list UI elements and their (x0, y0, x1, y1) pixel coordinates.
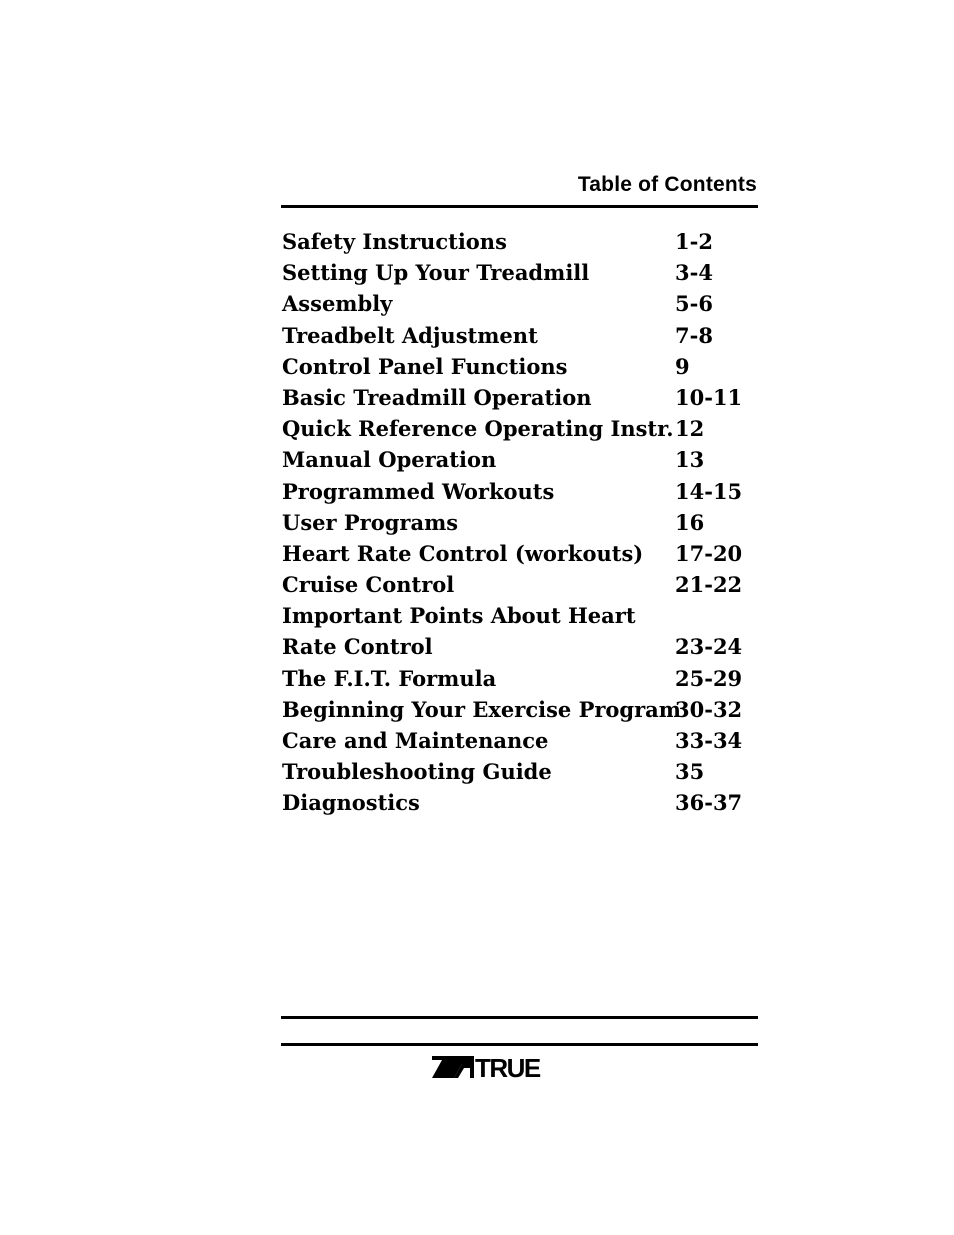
toc-entry (282, 569, 758, 600)
toc-entry (282, 600, 758, 631)
true-logo (432, 1056, 578, 1078)
toc-entry (282, 320, 758, 351)
toc-entry (282, 382, 758, 413)
toc-entry-title: Beginning Your Exercise Program (282, 696, 682, 722)
toc-entry-page: 14-15 (675, 478, 743, 504)
toc-entry-page: 23-24 (675, 634, 743, 660)
toc-entry (282, 694, 758, 725)
toc-entry-title: The F.I.T. Formula (282, 665, 497, 691)
toc-entry-title: Treadbelt Adjustment (282, 322, 538, 348)
toc-entry (282, 663, 758, 694)
toc-entry-page: 5-6 (675, 291, 713, 317)
toc-entry-title: Quick Reference Operating Instr. (282, 416, 674, 442)
toc-entry-title: Rate Control (282, 634, 433, 660)
toc-entry-page: 12 (675, 416, 705, 442)
toc-entry-page: 36-37 (675, 790, 743, 816)
toc-entry-page: 35 (675, 759, 705, 785)
toc-entry (282, 507, 758, 538)
toc-entry-page: 9 (675, 353, 690, 379)
toc-entry-page: 1-2 (675, 229, 713, 254)
toc-entry (282, 257, 758, 288)
toc-entry (282, 476, 758, 507)
toc-entry (282, 351, 758, 382)
toc-entry-page: 16 (675, 509, 705, 535)
toc-entry-title: Important Points About Heart (282, 603, 636, 629)
toc-entry-title: Control Panel Functions (282, 353, 568, 379)
toc-entry-title: Safety Instructions (282, 229, 507, 254)
toc-entry-title: Diagnostics (282, 790, 420, 816)
toc-entry-title: Troubleshooting Guide (282, 759, 552, 785)
toc-entry-title: Programmed Workouts (282, 478, 555, 504)
true-logo-icon (432, 1056, 474, 1078)
footer-rule-upper (281, 1016, 758, 1019)
toc-entry (282, 226, 758, 257)
toc-entry-page: 21-22 (675, 572, 743, 598)
toc-entry (282, 538, 758, 569)
toc-entry (282, 787, 758, 818)
toc-entry-page: 25-29 (675, 665, 743, 691)
toc-entry (282, 288, 758, 319)
toc-entry (282, 413, 758, 444)
toc-entry-page: 10-11 (675, 384, 743, 410)
toc-entry-title: Setting Up Your Treadmill (282, 260, 590, 286)
toc-entry (282, 444, 758, 475)
logo-text: TRUE (475, 1056, 540, 1078)
toc-entry-title: Care and Maintenance (282, 728, 549, 753)
toc-entry-page: 3-4 (675, 260, 713, 286)
footer-rule-lower (281, 1043, 758, 1046)
toc-entry-page: 30-32 (675, 696, 743, 722)
toc-entry (282, 631, 758, 662)
toc-entry-title: Assembly (282, 291, 393, 317)
table-of-contents (282, 226, 758, 819)
toc-entry (282, 756, 758, 787)
heading-rule (281, 205, 758, 208)
toc-entry (282, 725, 758, 756)
toc-entry-title: Basic Treadmill Operation (282, 384, 592, 410)
toc-entry-title: Manual Operation (282, 447, 497, 473)
toc-entry-page: 17-20 (675, 540, 743, 566)
toc-entry-page: 33-34 (675, 728, 743, 753)
toc-entry-page: 7-8 (675, 322, 713, 348)
toc-entry-title: User Programs (282, 509, 459, 535)
toc-entry-page: 13 (675, 447, 705, 473)
toc-entry-title: Cruise Control (282, 572, 455, 598)
toc-entry-title: Heart Rate Control (workouts) (282, 540, 644, 566)
page-title: Table of Contents (577, 173, 757, 196)
